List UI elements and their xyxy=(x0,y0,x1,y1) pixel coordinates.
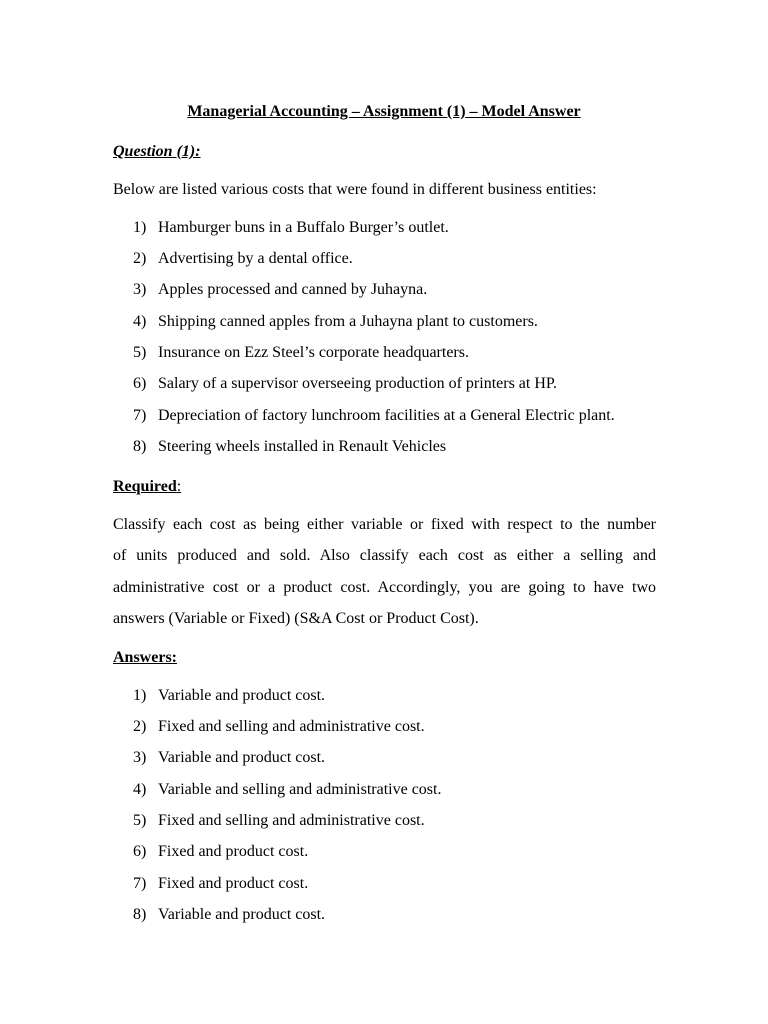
list-item-text: Variable and product cost. xyxy=(158,687,326,704)
answers-heading: Answers: xyxy=(113,649,177,666)
question-heading: Question (1): xyxy=(113,143,201,160)
list-item-text: Shipping canned apples from a Juhayna plant to customers. xyxy=(158,313,538,330)
list-item-number: 2) xyxy=(133,718,147,735)
list-item-text: Apples processed and canned by Juhayna. xyxy=(158,281,428,298)
list-item-text: Advertising by a dental office. xyxy=(158,250,353,267)
list-item-number: 6) xyxy=(133,843,147,860)
list-item-number: 8) xyxy=(133,438,147,455)
intro-paragraph: Below are listed various costs that were found in different business entities: xyxy=(113,181,597,198)
list-item xyxy=(0,904,700,926)
list-item xyxy=(0,810,700,832)
list-item-text: Variable and product cost. xyxy=(158,749,326,766)
list-item-number: 4) xyxy=(133,313,147,330)
list-item xyxy=(0,716,700,738)
list-item-number: 6) xyxy=(133,375,147,392)
list-item-number: 4) xyxy=(133,781,147,798)
list-item xyxy=(0,342,700,364)
list-item-text: Salary of a supervisor overseeing production of printers at HP. xyxy=(158,375,558,392)
list-item-number: 5) xyxy=(133,344,147,361)
list-item xyxy=(0,217,700,239)
required-heading-label: Required xyxy=(113,478,177,495)
list-item-number: 3) xyxy=(133,281,147,298)
list-item xyxy=(0,873,700,895)
list-item xyxy=(0,405,700,427)
list-item-text: Fixed and product cost. xyxy=(158,843,309,860)
list-item-text: Insurance on Ezz Steel’s corporate headquarters. xyxy=(158,344,469,361)
document-title: Managerial Accounting – Assignment (1) – Model Answer xyxy=(187,103,581,120)
required-line: answers (Variable or Fixed) (S&A Cost or Product Cost). xyxy=(113,610,479,627)
list-item-text: Fixed and selling and administrative cost. xyxy=(158,812,425,829)
list-item-number: 7) xyxy=(133,875,147,892)
list-item-text: Fixed and selling and administrative cost. xyxy=(158,718,425,735)
list-item-number: 7) xyxy=(133,407,147,424)
list-item-text: Variable and selling and administrative cost. xyxy=(158,781,442,798)
required-heading-colon: : xyxy=(176,478,182,495)
list-item-text: Hamburger buns in a Buffalo Burger’s outlet. xyxy=(158,219,449,236)
required-line: Classify each cost as being either variable or fixed with respect to the number xyxy=(113,516,656,533)
list-item-number: 3) xyxy=(133,749,147,766)
list-item xyxy=(0,685,700,707)
list-item xyxy=(0,779,700,801)
required-line: of units produced and sold. Also classify each cost as either a selling and xyxy=(113,547,656,564)
list-item-number: 1) xyxy=(133,687,147,704)
required-line: administrative cost or a product cost. Accordingly, you are going to have two xyxy=(113,579,656,596)
list-item xyxy=(0,436,700,458)
list-item xyxy=(0,373,700,395)
list-item xyxy=(0,841,700,863)
list-item xyxy=(0,248,700,270)
list-item xyxy=(0,311,700,333)
list-item-number: 2) xyxy=(133,250,147,267)
list-item-number: 1) xyxy=(133,219,147,236)
list-item-number: 8) xyxy=(133,906,147,923)
required-heading xyxy=(113,476,181,498)
list-item-text: Fixed and product cost. xyxy=(158,875,309,892)
list-item-number: 5) xyxy=(133,812,147,829)
list-item-text: Variable and product cost. xyxy=(158,906,326,923)
list-item-text: Depreciation of factory lunchroom facilities at a General Electric plant. xyxy=(158,407,615,424)
list-item xyxy=(0,279,700,301)
list-item-text: Steering wheels installed in Renault Vehicles xyxy=(158,438,447,455)
list-item xyxy=(0,747,700,769)
